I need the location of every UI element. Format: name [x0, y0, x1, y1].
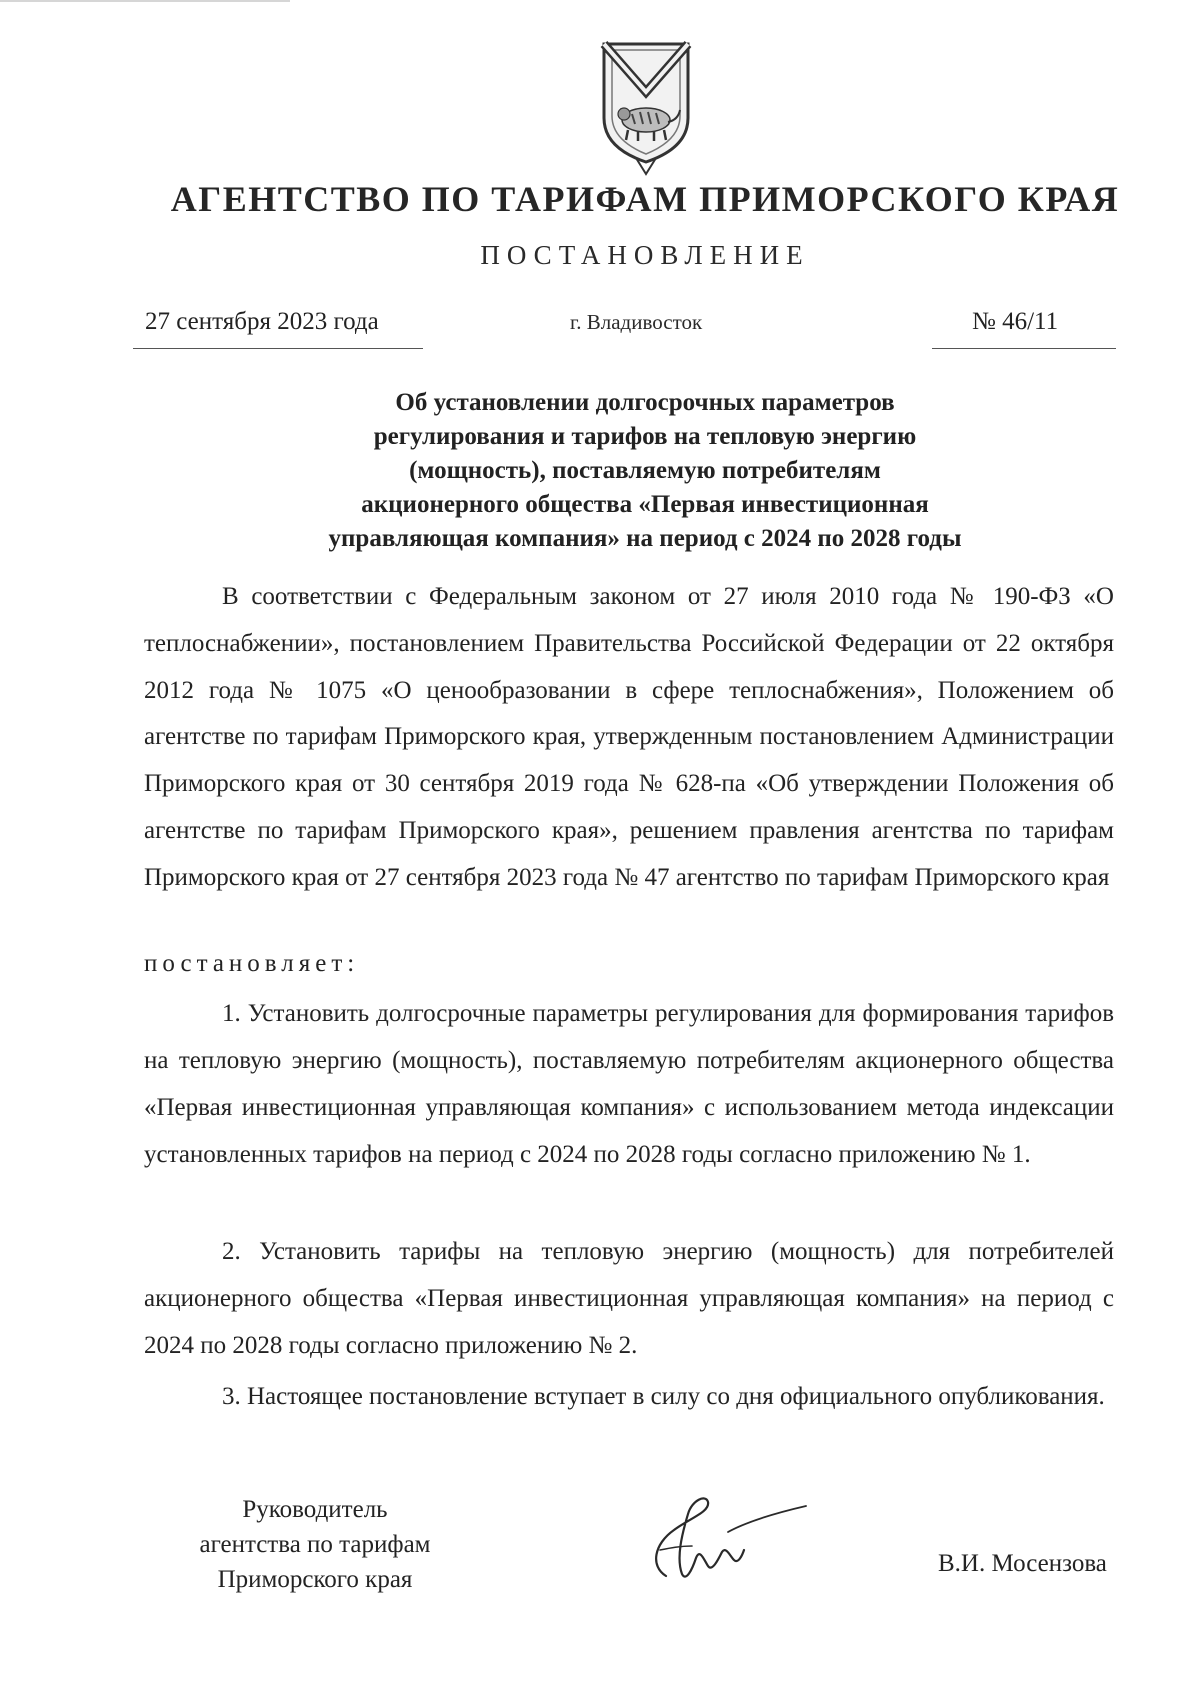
- signatory-role-line: Руководитель: [242, 1496, 388, 1523]
- agency-title: АГЕНТСТВО ПО ТАРИФАМ ПРИМОРСКОГО КРАЯ: [170, 179, 1120, 219]
- decree-item: 3. Настоящее постановление вступает в силу со дня официального опубликования.: [222, 1383, 1105, 1410]
- subject-line: Об установлении долгосрочных параметров: [395, 389, 895, 416]
- document-city: г. Владивосток: [570, 310, 703, 334]
- number-underline: [932, 348, 1116, 349]
- subject-line: (мощность), поставляемую потребителям: [409, 457, 881, 484]
- preamble-paragraph: В соответствии с Федеральным законом от 27 июля 2010 года № 190-ФЗ «О теплоснабжении», постановлением Правительства Российской Федерации от 22 октября 2012 года № 1075 «О ценообразовании в сфере теплоснабжения», Положением об агентстве по тарифам Приморского края, утвержденным постановлением Администрации Приморского края от 30 сентября 2019 года № 628-па «Об утверждении Положения об агентстве по тарифам Приморского края», решением правления агентства по тарифам Приморского края от 27 сентября 2023 года № 47 агентство по тарифам Приморского края: [144, 583, 1114, 891]
- decree-item: 2. Установить тарифы на тепловую энергию (мощность) для потребителей акционерного общества «Первая инвестиционная управляющая компания» на период с 2024 по 2028 годы согласно приложению № 2.: [144, 1238, 1114, 1359]
- document-subject: [220, 386, 1070, 556]
- signatory-role-line: агентства по тарифам: [199, 1531, 431, 1558]
- date-underline: [133, 348, 423, 349]
- document-date: 27 сентября 2023 года: [145, 308, 379, 335]
- decree-item: 1. Установить долгосрочные параметры регулирования для формирования тарифов на тепловую энергию (мощность), поставляемую потребителям акционерного общества «Первая инвестиционная управляющая компания» с использованием метода индексации установленных тарифов на период с 2024 по 2028 годы согласно приложению № 1.: [144, 1000, 1114, 1168]
- document-type: ПОСТАНОВЛЕНИЕ: [480, 240, 810, 270]
- decree-word: постановляет:: [144, 950, 360, 977]
- subject-line: акционерного общества «Первая инвестиционная: [361, 491, 929, 518]
- handwritten-signature-icon: [630, 1490, 810, 1590]
- coat-of-arms-icon: [598, 40, 694, 176]
- scan-edge-mark: [0, 0, 290, 2]
- signatory-role: [170, 1492, 460, 1597]
- signatory-name: В.И. Мосензова: [938, 1550, 1107, 1577]
- subject-line: регулирования и тарифов на тепловую энергию: [373, 423, 917, 450]
- document-number: № 46/11: [972, 308, 1059, 335]
- subject-line: управляющая компания» на период с 2024 по 2028 годы: [328, 525, 962, 552]
- signatory-role-line: Приморского края: [217, 1566, 413, 1593]
